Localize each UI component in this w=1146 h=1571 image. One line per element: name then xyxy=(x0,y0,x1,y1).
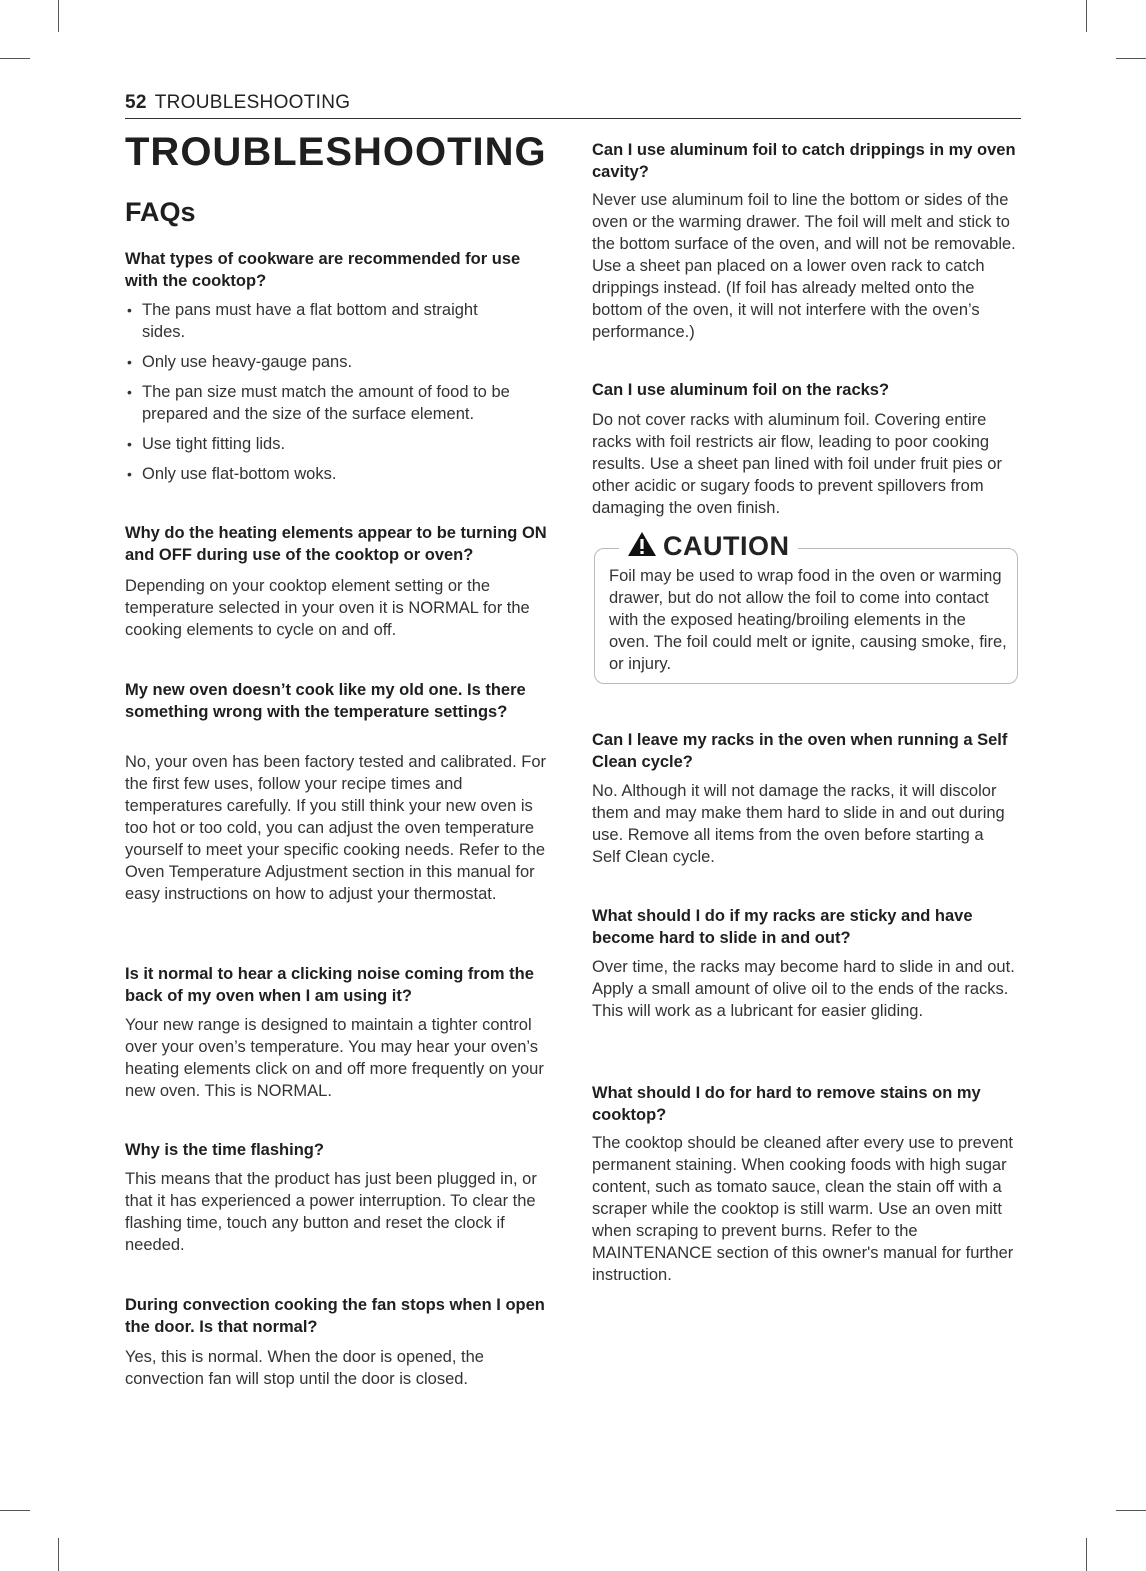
faq-answer: Depending on your cooktop element setting or the temperature selected in your oven it is NORMAL for the cooking elements to cycle on and off. xyxy=(125,577,530,639)
crop-mark xyxy=(0,58,30,59)
caution-text: Foil may be used to wrap food in the oven or warming drawer, but do not allow the foil to come into contact with the exposed heating/broiling elements in the oven. The foil could melt or ignite, causing smoke, fire, or injury. xyxy=(609,567,1007,673)
list-item: • Use tight fitting lids. xyxy=(125,433,545,455)
crop-mark xyxy=(0,1510,30,1511)
list-item: • Only use heavy-gauge pans. xyxy=(125,351,545,373)
faq-answer: Do not cover racks with aluminum foil. Covering entire racks with foil restricts air flow, leading to poor cooking results. Use a sheet pan lined with foil under fruit pies or other acidic or sugary foods to prevent spillovers from damaging the oven finish. xyxy=(592,411,1002,517)
faq-answer: No. Although it will not damage the racks, it will discolor them and may make them hard to slide in and out during use. Remove all items from the oven before starting a Self Clean cycle. xyxy=(592,782,1005,866)
list-item: • The pans must have a flat bottom and straight sides. xyxy=(125,299,522,343)
crop-mark xyxy=(58,0,59,32)
header-section: TROUBLESHOOTING xyxy=(154,92,351,113)
faq-answer: Yes, this is normal. When the door is opened, the convection fan will stop until the door is closed. xyxy=(125,1348,484,1388)
page-number: 52 xyxy=(125,92,147,113)
caution-heading xyxy=(619,531,798,562)
faq-answer: The cooktop should be cleaned after every use to prevent permanent staining. When cooking foods with high sugar content, such as tomato sauce, clean the stain off with a scraper while the cooktop is still warm. Use an oven mitt when scraping to prevent burns. Refer to the MAINTENANCE section of this owner's manual for further instruction. xyxy=(592,1134,1014,1284)
crop-mark xyxy=(1086,1538,1087,1571)
faq-question: What should I do for hard to remove stains on my cooktop? xyxy=(592,1084,981,1124)
faq-answer: This means that the product has just been plugged in, or that it has experienced a power interruption. To clear the flashing time, touch any button and reset the clock if needed. xyxy=(125,1170,537,1254)
page-header xyxy=(125,92,1021,119)
faq-answer: Over time, the racks may become hard to slide in and out. Apply a small amount of olive oil to the ends of the racks. This will work as a lubricant for easier gliding. xyxy=(592,958,1015,1020)
warning-triangle-icon xyxy=(627,531,657,562)
faq-answer: No, your oven has been factory tested and calibrated. For the first few uses, follow your recipe times and temperatures carefully. If you still think your new oven is too hot or too cold, you can adjust the oven temperature yourself to meet your specific cooking needs. Refer to the Oven Temperature Adjustment section in this manual for easy instructions on how to adjust your thermostat. xyxy=(125,753,546,903)
faq-question: Can I use aluminum foil on the racks? xyxy=(592,381,890,399)
faq-question: During convection cooking the fan stops when I open the door. Is that normal? xyxy=(125,1296,545,1336)
section-subtitle: FAQs xyxy=(125,197,196,227)
list-item: • Only use flat-bottom woks. xyxy=(125,463,545,485)
faq-question: Can I use aluminum foil to catch drippings in my oven cavity? xyxy=(592,141,1016,181)
faq-answer: Never use aluminum foil to line the bottom or sides of the oven or the warming drawer. The foil will melt and stick to the bottom surface of the oven, and will not be removable. Use a sheet pan placed on a lower oven rack to catch drippings instead. (If foil has already melted onto the bottom of the oven, it will not interfere with the oven’s performance.) xyxy=(592,191,1016,341)
crop-mark xyxy=(58,1538,59,1571)
crop-mark xyxy=(1116,1510,1146,1511)
crop-mark xyxy=(1116,58,1146,59)
faq-question: Is it normal to hear a clicking noise coming from the back of my oven when I am using it? xyxy=(125,965,534,1005)
faq-question: What types of cookware are recommended for use with the cooktop? xyxy=(125,250,521,290)
caution-box xyxy=(594,531,1018,684)
page-title: TROUBLESHOOTING xyxy=(125,130,547,174)
faq-question: What should I do if my racks are sticky and have become hard to slide in and out? xyxy=(592,907,973,947)
faq-question: Why do the heating elements appear to be turning ON and OFF during use of the cooktop or oven? xyxy=(125,524,547,564)
cookware-list xyxy=(125,299,545,493)
faq-question: Why is the time flashing? xyxy=(125,1141,324,1159)
list-item: • The pan size must match the amount of food to be prepared and the size of the surface element. xyxy=(125,381,552,425)
crop-mark xyxy=(1086,0,1087,32)
caution-label: CAUTION xyxy=(663,531,790,561)
faq-question: Can I leave my racks in the oven when running a Self Clean cycle? xyxy=(592,731,1008,771)
faq-question: My new oven doesn’t cook like my old one. Is there something wrong with the temperature settings? xyxy=(125,681,526,721)
faq-answer: Your new range is designed to maintain a tighter control over your oven’s temperature. You may hear your oven’s heating elements click on and off more frequently on your new oven. This is NORMAL. xyxy=(125,1016,544,1100)
